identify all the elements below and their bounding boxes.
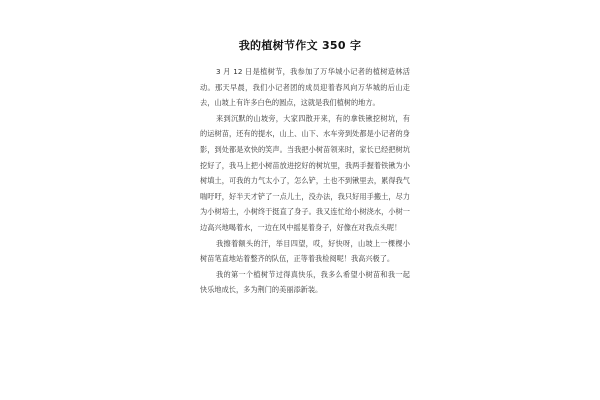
paragraph: 来到沉默的山坡旁，大家四散开来，有的拿铁锹挖树坑，有的运树苗，还有的提水，山上、山下、水车旁到处都是小记者的身影，到处都是欢快的笑声。当我把小树苗领来时，家长已经把树坑挖好了，我马上把小树苗放进挖好的树坑里，我两手握着铁锹为小树填土，可我的力气太小了，怎么铲，土也不到锹里去，累得我气喘吁吁，好半天才铲了一点儿土，没办法，我只好用手搬土，尽力为小树培土，小树终于挺直了身子。我又连忙给小树浇水，小树一边高兴地喝着水，一边在风中摇晃着身子，好像在对我点头呢！ xyxy=(200,113,410,232)
document-body xyxy=(200,64,410,298)
paragraph: 3 月 12 日是植树节，我参加了万华城小记者的植树造林活动。那天早晨，我们小记者团的成员迎着春风向万华城的后山走去，山坡上有许多白色的圆点，这就是我们植树的地方。 xyxy=(200,67,410,108)
paragraph: 我擦着额头的汗，举目四望，哎，好快呀，山坡上一棵棵小树苗笔直地站着整齐的队伍，正等着我检阅呢！我高兴极了。 xyxy=(200,238,410,264)
document-title: 我的植树节作文 350 字 xyxy=(238,39,362,52)
paragraph: 我的第一个植树节过得真快乐，我多么希望小树苗和我一起快乐地成长，多为荆门的美丽添新装。 xyxy=(200,269,410,295)
